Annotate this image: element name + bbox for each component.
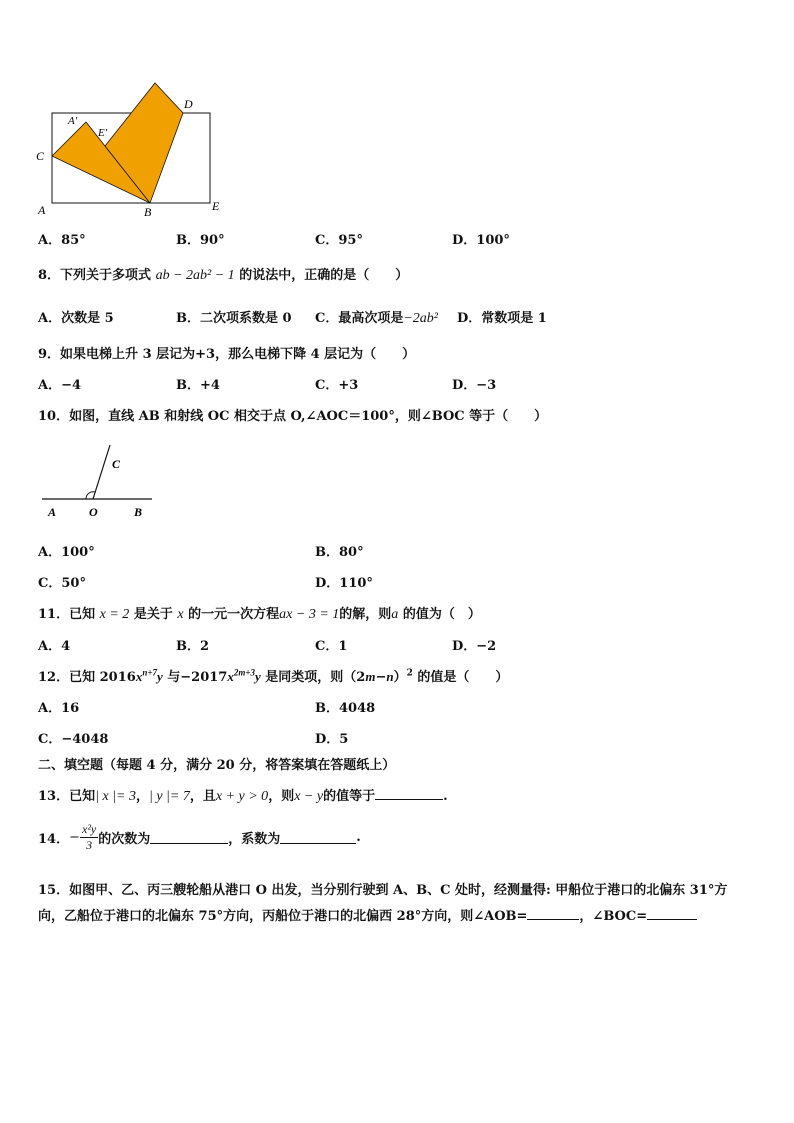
- q11-stem-b: 是关于: [133, 607, 173, 622]
- q12-y1: y: [156, 669, 163, 684]
- label-D: D: [184, 97, 193, 111]
- q9-option-a[interactable]: A．−4: [38, 378, 82, 393]
- fig10-label-C: C: [112, 457, 121, 471]
- q11-stem: [38, 603, 481, 623]
- fig10-label-B: B: [134, 505, 143, 519]
- q12-stem-a: 已知 2016: [69, 670, 136, 685]
- q12-stem-c: 是同类项，则（2: [260, 670, 366, 685]
- q13-end: .: [443, 789, 448, 804]
- q8-option-a[interactable]: A．次数是 5: [38, 311, 114, 326]
- q11-option-a[interactable]: A．4: [38, 639, 71, 654]
- q11-option-c[interactable]: C．1: [315, 639, 348, 654]
- q15-line2-a: 向，乙船位于港口的北偏东 75°方向，丙船位于港口的北偏西 28°方向，则∠AOB=: [38, 909, 528, 924]
- q12-square: 2: [406, 668, 413, 679]
- q11-stem-d: 的解，则: [339, 607, 392, 622]
- label-A-prime: A′: [68, 115, 78, 127]
- q7-option-b[interactable]: B．90°: [176, 233, 225, 248]
- q13-post: 的值等于: [323, 789, 376, 804]
- q11-stem-a: 已知: [69, 607, 96, 622]
- fig10-label-O: O: [89, 505, 98, 519]
- q7-option-a[interactable]: A．85°: [38, 233, 86, 248]
- q8-option-c-expr: −2ab²: [403, 311, 439, 326]
- q14-degree-blank[interactable]: [150, 831, 228, 844]
- q10-option-b[interactable]: B．80°: [315, 545, 364, 560]
- q12-y2: y: [254, 669, 261, 684]
- q8-option-b[interactable]: B．二次项系数是 0: [176, 311, 292, 326]
- q11-option-b[interactable]: B．2: [176, 639, 210, 654]
- q14-end: .: [356, 830, 361, 845]
- q15-stem: [38, 878, 768, 930]
- label-C: C: [36, 149, 45, 163]
- q10-option-d[interactable]: D．110°: [315, 576, 373, 591]
- q12-stem-e: 的值是（ ）: [412, 670, 509, 685]
- q14-text1: 的次数为: [98, 832, 151, 847]
- q11-eq2: ax − 3 = 1: [279, 607, 340, 622]
- q7-option-d[interactable]: D．100°: [452, 233, 510, 248]
- q11-stem-c: 的一元一次方程: [188, 607, 280, 622]
- q8-number: 8．: [38, 268, 61, 283]
- q14-number: 14．: [38, 832, 70, 847]
- q9-option-d[interactable]: D．−3: [452, 378, 497, 393]
- folded-rectangle-figure: [30, 76, 230, 222]
- q13-sep1: ，: [135, 789, 149, 804]
- q9-option-b[interactable]: B．+4: [176, 378, 220, 393]
- q15-line2: [38, 904, 768, 930]
- q15-boc-blank[interactable]: [647, 907, 697, 920]
- q13-cond2: | y |= 7: [148, 789, 190, 804]
- q14-fraction: [80, 822, 98, 853]
- q11-eq1: x = 2: [99, 607, 130, 622]
- q11-var2: a: [391, 607, 399, 622]
- q8-stem-pre: 下列关于多项式: [60, 268, 152, 283]
- q12-m: m: [365, 669, 376, 684]
- q8-expression: ab − 2ab² − 1: [155, 268, 235, 283]
- q11-var: x: [177, 607, 184, 622]
- q12-stem-d: ）: [393, 670, 407, 685]
- q8-option-d[interactable]: D．常数项是 1: [457, 311, 547, 326]
- q11-option-d[interactable]: D．−2: [452, 639, 497, 654]
- q14-denominator: 3: [86, 838, 93, 852]
- label-E-prime: E′: [98, 127, 108, 139]
- q9-option-c[interactable]: C．+3: [315, 378, 359, 393]
- q12-number: 12．: [38, 670, 70, 685]
- section-heading-fill-in: 二、填空题（每题 4 分，满分 20 分，将答案填在答题纸上）: [38, 758, 396, 773]
- q7-option-c[interactable]: C．95°: [315, 233, 363, 248]
- q12-n: n: [386, 669, 394, 684]
- q14-numerator: x²y: [82, 822, 97, 836]
- q13-sep2: ，且: [189, 789, 216, 804]
- q12-option-a[interactable]: A．16: [38, 701, 80, 716]
- fig10-label-A: A: [48, 505, 57, 519]
- q12-base1: x: [135, 669, 143, 684]
- q8-option-c[interactable]: [315, 307, 438, 327]
- q12-exp1: n+7: [142, 667, 157, 678]
- q13-mid: ，则: [268, 789, 295, 804]
- q15-line2-b: ，∠BOC=: [579, 909, 648, 924]
- label-A: A: [38, 203, 46, 217]
- q12-exp2: 2m+3: [233, 667, 255, 678]
- q12-base2: x: [227, 669, 234, 684]
- q13-answer-blank[interactable]: [375, 787, 443, 800]
- q15-aob-blank[interactable]: [527, 907, 579, 920]
- q15-line1: 15．如图甲、乙、丙三艘轮船从港口 O 出发，当分别行驶到 A、B、C 处时，经测量得: 甲船位于港口的北偏东 31°方: [38, 883, 728, 898]
- q12-stem: [38, 666, 508, 685]
- q13-cond3: x + y > 0: [215, 789, 269, 804]
- q14-coefficient-blank[interactable]: [280, 831, 356, 844]
- q11-number: 11．: [38, 607, 70, 622]
- q10-option-a[interactable]: A．100°: [38, 545, 95, 560]
- q8-stem: [38, 264, 408, 284]
- q14-text2: ，系数为: [228, 832, 281, 847]
- ray-OC: [93, 445, 110, 499]
- q13-number: 13．: [38, 789, 70, 804]
- q13-cond1: | x |= 3: [95, 789, 136, 804]
- label-B: B: [144, 205, 152, 219]
- q13-stem: [38, 785, 448, 805]
- q9-stem: 9．如果电梯上升 3 层记为+3，那么电梯下降 4 层记为（ ）: [38, 347, 416, 362]
- label-E: E: [212, 199, 220, 213]
- q13-cond4: x − y: [294, 789, 324, 804]
- angle-figure: [38, 440, 158, 520]
- q13-pre: 已知: [69, 789, 96, 804]
- q14-minus: −: [69, 830, 80, 845]
- q8-option-c-text: C．最高次项是: [315, 311, 404, 326]
- q11-stem-e: 的值为（ ）: [402, 607, 481, 622]
- q10-option-c[interactable]: C．50°: [38, 576, 86, 591]
- q12-option-c[interactable]: C．−4048: [38, 732, 109, 747]
- q12-dash: −: [375, 670, 387, 685]
- q14-stem: [38, 822, 361, 853]
- q10-stem: 10．如图，直线 AB 和射线 OC 相交于点 O,∠AOC＝100°，则∠BOC 等于（ ）: [38, 409, 548, 424]
- q12-option-d[interactable]: D．5: [315, 732, 349, 747]
- q12-option-b[interactable]: B．4048: [315, 701, 376, 716]
- q12-stem-b: 与−2017: [162, 670, 228, 685]
- q8-stem-post: 的说法中，正确的是（ ）: [239, 268, 409, 283]
